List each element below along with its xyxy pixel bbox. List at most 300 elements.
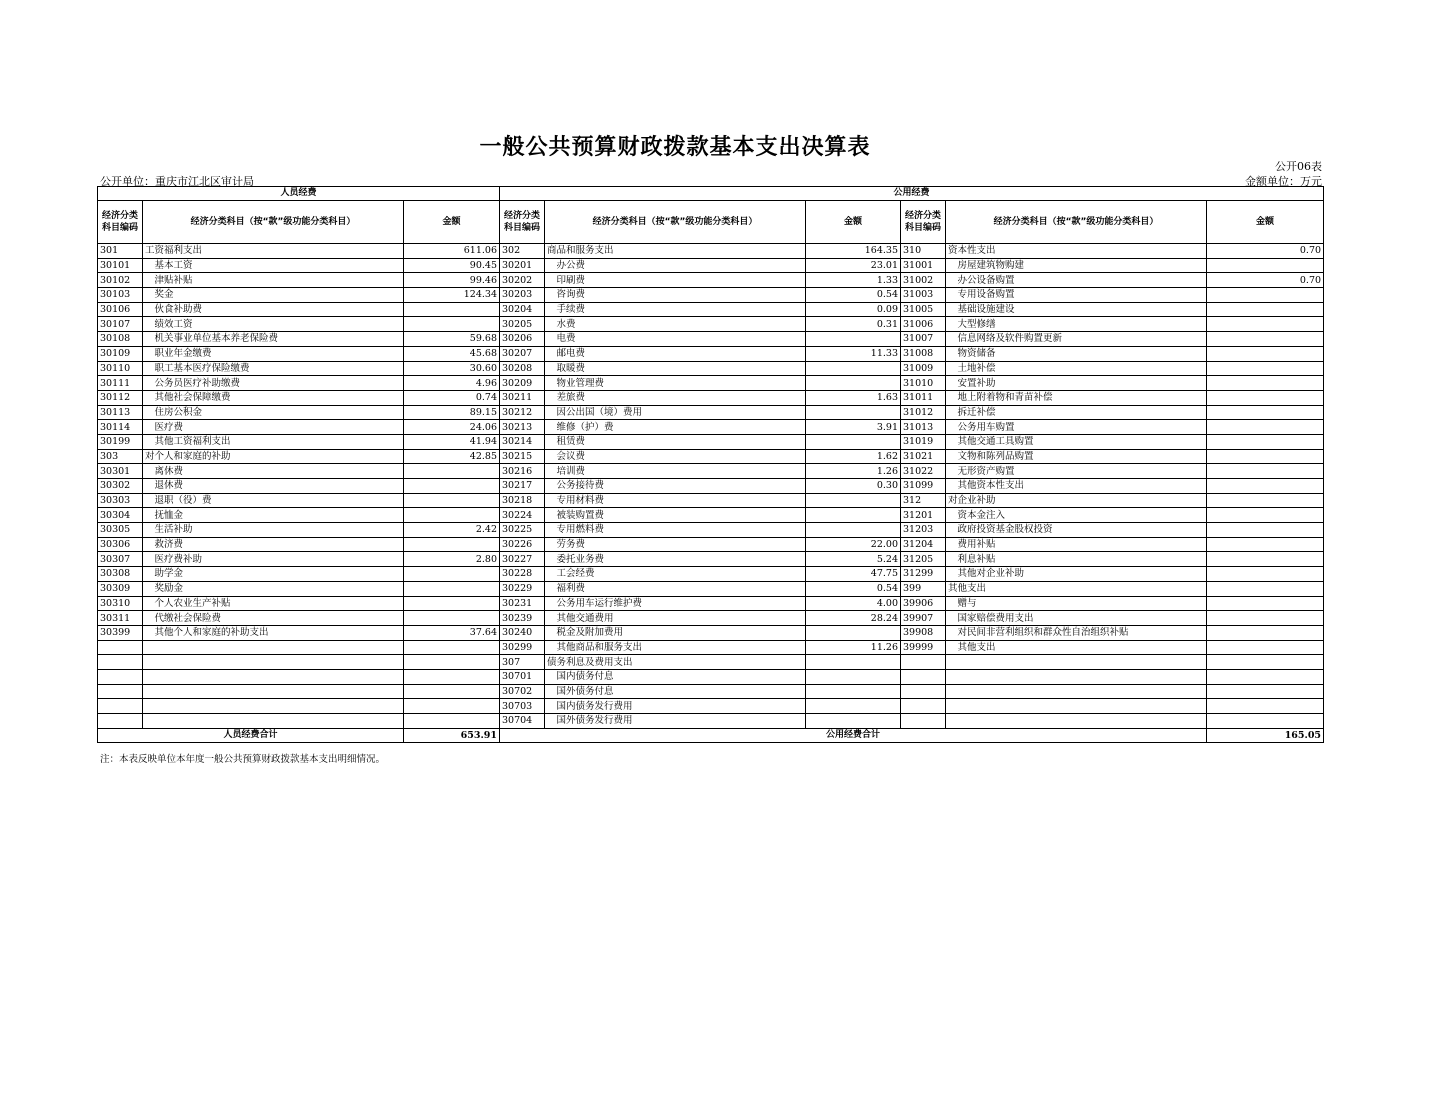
table-row (98, 714, 1324, 729)
code-cell: 30214 (500, 434, 545, 449)
table-row (98, 420, 1324, 435)
code-cell: 30108 (98, 332, 143, 347)
code-cell: 30311 (98, 611, 143, 626)
amount-cell: 1.63 (806, 390, 901, 405)
amount-cell (1207, 376, 1324, 391)
subject-cell: 公务用车购置 (946, 420, 1207, 435)
table-row (98, 508, 1324, 523)
header-amount: 金额 (1207, 201, 1324, 244)
amount-cell (404, 317, 500, 332)
amount-cell (806, 376, 901, 391)
subject-cell: 赠与 (946, 596, 1207, 611)
code-cell: 30218 (500, 493, 545, 508)
code-cell: 31022 (901, 464, 946, 479)
code-cell: 30106 (98, 302, 143, 317)
amount-cell (1207, 317, 1324, 332)
amount-cell (404, 611, 500, 626)
subject-cell (946, 669, 1207, 684)
code-cell: 30199 (98, 434, 143, 449)
code-cell (901, 684, 946, 699)
code-cell: 30704 (500, 714, 545, 729)
code-cell: 30225 (500, 523, 545, 538)
amount-cell (1207, 449, 1324, 464)
code-cell (98, 684, 143, 699)
amount-cell (1207, 361, 1324, 376)
amount-cell (1207, 537, 1324, 552)
table-row (98, 479, 1324, 494)
amount-cell (806, 405, 901, 420)
code-cell (901, 669, 946, 684)
code-cell: 30216 (500, 464, 545, 479)
subject-cell (946, 684, 1207, 699)
code-cell: 399 (901, 581, 946, 596)
amount-cell: 611.06 (404, 244, 500, 259)
code-cell: 30202 (500, 273, 545, 288)
code-cell: 30231 (500, 596, 545, 611)
code-cell: 30299 (500, 640, 545, 655)
subject-cell: 物业管理费 (545, 376, 806, 391)
code-cell: 31021 (901, 449, 946, 464)
subject-cell: 退休费 (143, 479, 404, 494)
subject-cell: 被装购置费 (545, 508, 806, 523)
subject-cell: 水费 (545, 317, 806, 332)
amount-cell (1207, 714, 1324, 729)
subject-cell: 房屋建筑物购建 (946, 258, 1207, 273)
code-cell (901, 699, 946, 714)
code-cell: 31003 (901, 288, 946, 303)
code-cell: 31011 (901, 390, 946, 405)
table-row (98, 611, 1324, 626)
amount-cell: 47.75 (806, 567, 901, 582)
header-code: 经济分类科目编码 (500, 201, 545, 244)
code-cell: 39906 (901, 596, 946, 611)
subject-cell: 奖金 (143, 288, 404, 303)
code-cell: 30203 (500, 288, 545, 303)
code-cell: 30215 (500, 449, 545, 464)
code-cell: 30307 (98, 552, 143, 567)
page-title: 一般公共预算财政拨款基本支出决算表 (479, 134, 871, 160)
subject-cell: 地上附着物和青苗补偿 (946, 390, 1207, 405)
code-cell: 312 (901, 493, 946, 508)
amount-cell: 4.96 (404, 376, 500, 391)
subject-cell: 其他社会保障缴费 (143, 390, 404, 405)
amount-cell: 0.70 (1207, 244, 1324, 259)
subject-cell: 对民间非营利组织和群众性自治组织补贴 (946, 625, 1207, 640)
subject-cell: 职业年金缴费 (143, 346, 404, 361)
section-public: 公用经费 (500, 187, 1324, 201)
amount-cell (1207, 640, 1324, 655)
table-row (98, 258, 1324, 273)
amount-cell (806, 625, 901, 640)
subject-cell: 取暖费 (545, 361, 806, 376)
code-cell: 31201 (901, 508, 946, 523)
code-cell: 30206 (500, 332, 545, 347)
table-row (98, 273, 1324, 288)
subject-cell (143, 699, 404, 714)
amount-cell (404, 714, 500, 729)
amount-cell (806, 669, 901, 684)
subject-cell: 债务利息及费用支出 (545, 655, 806, 670)
table-row (98, 449, 1324, 464)
code-cell: 31019 (901, 434, 946, 449)
code-cell: 30114 (98, 420, 143, 435)
subject-cell: 资本性支出 (946, 244, 1207, 259)
subject-cell: 维修（护）费 (545, 420, 806, 435)
code-cell: 31005 (901, 302, 946, 317)
subject-cell: 费用补贴 (946, 537, 1207, 552)
code-cell: 39908 (901, 625, 946, 640)
subject-cell: 国外债务付息 (545, 684, 806, 699)
subject-cell: 拆迁补偿 (946, 405, 1207, 420)
amount-cell (806, 332, 901, 347)
code-cell: 310 (901, 244, 946, 259)
code-cell (98, 640, 143, 655)
amount-cell (1207, 420, 1324, 435)
footnote: 注：本表反映单位本年度一般公共预算财政拨款基本支出明细情况。 (100, 754, 386, 765)
header-code: 经济分类科目编码 (98, 201, 143, 244)
subject-cell: 会议费 (545, 449, 806, 464)
subject-cell: 手续费 (545, 302, 806, 317)
subject-cell: 公务接待费 (545, 479, 806, 494)
code-cell: 30103 (98, 288, 143, 303)
subject-cell: 伙食补助费 (143, 302, 404, 317)
code-cell: 30703 (500, 699, 545, 714)
subject-cell: 劳务费 (545, 537, 806, 552)
amount-cell: 1.26 (806, 464, 901, 479)
code-cell: 30302 (98, 479, 143, 494)
amount-cell (1207, 332, 1324, 347)
code-cell (98, 714, 143, 729)
subject-cell: 助学金 (143, 567, 404, 582)
amount-cell: 3.91 (806, 420, 901, 435)
table-row (98, 405, 1324, 420)
subject-cell (946, 699, 1207, 714)
subject-cell: 其他资本性支出 (946, 479, 1207, 494)
code-cell: 30212 (500, 405, 545, 420)
code-cell: 303 (98, 449, 143, 464)
header-amount: 金额 (806, 201, 901, 244)
code-cell (98, 655, 143, 670)
amount-cell (806, 434, 901, 449)
table-row (98, 332, 1324, 347)
code-cell: 30310 (98, 596, 143, 611)
amount-cell: 22.00 (806, 537, 901, 552)
subject-cell: 福利费 (545, 581, 806, 596)
code-cell: 30226 (500, 537, 545, 552)
code-cell: 30102 (98, 273, 143, 288)
amount-cell (404, 508, 500, 523)
subject-cell: 基本工资 (143, 258, 404, 273)
code-cell: 30305 (98, 523, 143, 538)
amount-cell (1207, 346, 1324, 361)
subject-cell: 对个人和家庭的补助 (143, 449, 404, 464)
code-cell: 30201 (500, 258, 545, 273)
table-row (98, 699, 1324, 714)
subject-cell: 其他支出 (946, 640, 1207, 655)
code-cell: 39999 (901, 640, 946, 655)
amount-cell (1207, 669, 1324, 684)
code-cell: 30209 (500, 376, 545, 391)
code-cell: 31099 (901, 479, 946, 494)
amount-cell (1207, 508, 1324, 523)
code-cell: 30208 (500, 361, 545, 376)
subject-cell (143, 684, 404, 699)
subject-cell: 物资储备 (946, 346, 1207, 361)
code-cell (98, 669, 143, 684)
subject-cell (143, 655, 404, 670)
code-cell: 30224 (500, 508, 545, 523)
code-cell: 30240 (500, 625, 545, 640)
subject-cell (143, 714, 404, 729)
subject-cell: 个人农业生产补贴 (143, 596, 404, 611)
subject-cell: 其他个人和家庭的补助支出 (143, 625, 404, 640)
amount-cell: 90.45 (404, 258, 500, 273)
code-cell: 31010 (901, 376, 946, 391)
subject-cell: 因公出国（境）费用 (545, 405, 806, 420)
code-cell: 31006 (901, 317, 946, 332)
subject-cell: 救济费 (143, 537, 404, 552)
header-code: 经济分类科目编码 (901, 201, 946, 244)
subject-cell: 其他交通费用 (545, 611, 806, 626)
code-cell: 30109 (98, 346, 143, 361)
code-cell: 39907 (901, 611, 946, 626)
subject-cell: 其他商品和服务支出 (545, 640, 806, 655)
table-row (98, 669, 1324, 684)
code-cell: 30113 (98, 405, 143, 420)
amount-cell: 45.68 (404, 346, 500, 361)
amount-cell (1207, 405, 1324, 420)
table-row (98, 317, 1324, 332)
code-cell: 30213 (500, 420, 545, 435)
amount-cell (1207, 552, 1324, 567)
subject-cell: 印刷费 (545, 273, 806, 288)
amount-cell: 41.94 (404, 434, 500, 449)
subject-cell: 其他支出 (946, 581, 1207, 596)
code-cell: 30205 (500, 317, 545, 332)
subject-cell: 利息补贴 (946, 552, 1207, 567)
amount-cell (1207, 464, 1324, 479)
section-header-row (98, 187, 1324, 201)
amount-cell: 30.60 (404, 361, 500, 376)
amount-cell (1207, 390, 1324, 405)
amount-cell (806, 699, 901, 714)
amount-cell (404, 596, 500, 611)
subject-cell: 代缴社会保险费 (143, 611, 404, 626)
amount-cell (404, 684, 500, 699)
public-total-label: 公用经费合计 (500, 728, 1207, 742)
code-cell: 30207 (500, 346, 545, 361)
table-row (98, 434, 1324, 449)
subject-cell: 租赁费 (545, 434, 806, 449)
amount-cell: 23.01 (806, 258, 901, 273)
code-cell (901, 655, 946, 670)
amount-cell (404, 669, 500, 684)
code-cell: 30309 (98, 581, 143, 596)
amount-cell (1207, 258, 1324, 273)
subject-cell: 绩效工资 (143, 317, 404, 332)
subject-cell: 奖励金 (143, 581, 404, 596)
code-cell: 31205 (901, 552, 946, 567)
subject-cell: 医疗费 (143, 420, 404, 435)
subject-cell: 津贴补贴 (143, 273, 404, 288)
subject-cell: 基础设施建设 (946, 302, 1207, 317)
subject-cell: 其他交通工具购置 (946, 434, 1207, 449)
amount-cell (404, 581, 500, 596)
amount-cell (404, 493, 500, 508)
amount-cell: 89.15 (404, 405, 500, 420)
subject-cell: 文物和陈列品购置 (946, 449, 1207, 464)
subject-cell: 专用材料费 (545, 493, 806, 508)
code-cell: 30701 (500, 669, 545, 684)
subject-cell: 离休费 (143, 464, 404, 479)
table-row (98, 493, 1324, 508)
subject-cell: 机关事业单位基本养老保险费 (143, 332, 404, 347)
table-row (98, 390, 1324, 405)
table-row (98, 302, 1324, 317)
subject-cell: 土地补偿 (946, 361, 1207, 376)
amount-cell: 2.42 (404, 523, 500, 538)
code-cell: 30239 (500, 611, 545, 626)
subject-cell: 专用燃料费 (545, 523, 806, 538)
subject-cell: 邮电费 (545, 346, 806, 361)
code-cell: 30107 (98, 317, 143, 332)
table-row (98, 684, 1324, 699)
amount-cell (1207, 581, 1324, 596)
amount-cell (806, 655, 901, 670)
table-row (98, 567, 1324, 582)
amount-cell (404, 567, 500, 582)
amount-cell (806, 508, 901, 523)
subject-cell: 商品和服务支出 (545, 244, 806, 259)
code-cell: 30229 (500, 581, 545, 596)
subject-cell: 国家赔偿费用支出 (946, 611, 1207, 626)
subject-cell: 咨询费 (545, 288, 806, 303)
amount-cell: 42.85 (404, 449, 500, 464)
code-cell: 30228 (500, 567, 545, 582)
subject-cell: 国内债务发行费用 (545, 699, 806, 714)
expenditure-table (97, 186, 1324, 743)
code-cell: 31299 (901, 567, 946, 582)
amount-cell: 5.24 (806, 552, 901, 567)
amount-cell (404, 655, 500, 670)
personnel-total-value: 653.91 (404, 728, 500, 742)
amount-cell (404, 537, 500, 552)
subject-cell: 退职（役）费 (143, 493, 404, 508)
code-cell: 30211 (500, 390, 545, 405)
subject-cell: 其他对企业补助 (946, 567, 1207, 582)
subject-cell: 信息网络及软件购置更新 (946, 332, 1207, 347)
subject-cell: 办公设备购置 (946, 273, 1207, 288)
code-cell: 30304 (98, 508, 143, 523)
header-subject: 经济分类科目（按“款”级功能分类科目） (545, 201, 806, 244)
amount-cell: 1.62 (806, 449, 901, 464)
amount-cell: 11.33 (806, 346, 901, 361)
column-header-row (98, 201, 1324, 244)
code-cell: 30101 (98, 258, 143, 273)
amount-cell (806, 361, 901, 376)
subject-cell: 国外债务发行费用 (545, 714, 806, 729)
table-row (98, 346, 1324, 361)
amount-cell (404, 479, 500, 494)
table-row (98, 464, 1324, 479)
code-cell: 30306 (98, 537, 143, 552)
subject-cell: 安置补助 (946, 376, 1207, 391)
table-row (98, 244, 1324, 259)
subject-cell: 培训费 (545, 464, 806, 479)
amount-cell: 2.80 (404, 552, 500, 567)
amount-cell: 0.09 (806, 302, 901, 317)
public-total-value: 165.05 (1207, 728, 1324, 742)
subject-cell: 资本金注入 (946, 508, 1207, 523)
table-row (98, 581, 1324, 596)
table-row (98, 537, 1324, 552)
subject-cell: 专用设备购置 (946, 288, 1207, 303)
amount-cell: 28.24 (806, 611, 901, 626)
amount-cell (1207, 596, 1324, 611)
code-cell: 31012 (901, 405, 946, 420)
total-row (98, 728, 1324, 742)
code-cell: 30110 (98, 361, 143, 376)
amount-cell (1207, 479, 1324, 494)
amount-cell: 124.34 (404, 288, 500, 303)
code-cell (901, 714, 946, 729)
subject-cell: 公务用车运行维护费 (545, 596, 806, 611)
code-cell: 31008 (901, 346, 946, 361)
code-cell (98, 699, 143, 714)
subject-cell: 生活补助 (143, 523, 404, 538)
code-cell: 31009 (901, 361, 946, 376)
subject-cell: 其他工资福利支出 (143, 434, 404, 449)
table-number: 公开06表 (1275, 160, 1322, 173)
amount-cell: 0.31 (806, 317, 901, 332)
amount-cell (404, 464, 500, 479)
header-subject: 经济分类科目（按“款”级功能分类科目） (143, 201, 404, 244)
amount-cell: 0.70 (1207, 273, 1324, 288)
amount-cell (806, 493, 901, 508)
header-subject: 经济分类科目（按“款”级功能分类科目） (946, 201, 1207, 244)
amount-cell (1207, 625, 1324, 640)
code-cell: 301 (98, 244, 143, 259)
code-cell: 30702 (500, 684, 545, 699)
table-row (98, 640, 1324, 655)
amount-cell: 99.46 (404, 273, 500, 288)
code-cell: 30204 (500, 302, 545, 317)
amount-cell: 0.74 (404, 390, 500, 405)
code-cell: 31001 (901, 258, 946, 273)
subject-cell (143, 640, 404, 655)
code-cell: 31204 (901, 537, 946, 552)
code-cell: 30303 (98, 493, 143, 508)
subject-cell (946, 655, 1207, 670)
table-row (98, 361, 1324, 376)
code-cell: 30217 (500, 479, 545, 494)
code-cell: 30308 (98, 567, 143, 582)
amount-cell: 0.54 (806, 288, 901, 303)
subject-cell: 税金及附加费用 (545, 625, 806, 640)
amount-cell: 4.00 (806, 596, 901, 611)
table-row (98, 523, 1324, 538)
header-amount: 金额 (404, 201, 500, 244)
subject-cell: 工资福利支出 (143, 244, 404, 259)
amount-cell (1207, 655, 1324, 670)
subject-cell: 委托业务费 (545, 552, 806, 567)
subject-cell: 职工基本医疗保险缴费 (143, 361, 404, 376)
code-cell: 30301 (98, 464, 143, 479)
subject-cell: 住房公积金 (143, 405, 404, 420)
subject-cell: 工会经费 (545, 567, 806, 582)
subject-cell: 国内债务付息 (545, 669, 806, 684)
table-row (98, 655, 1324, 670)
